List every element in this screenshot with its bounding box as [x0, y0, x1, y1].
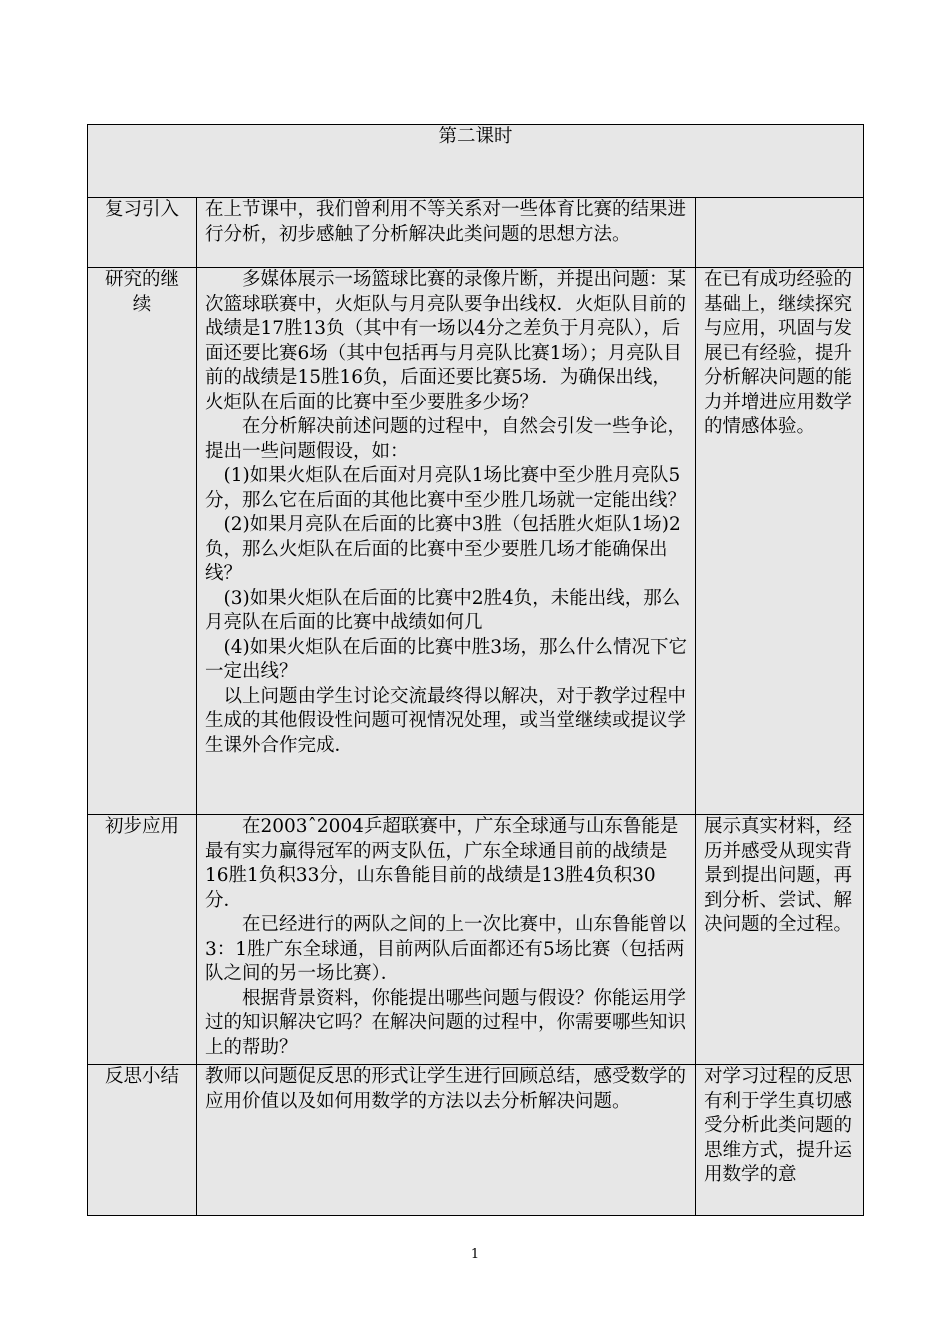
title-row: [88, 125, 864, 198]
content-paragraph: (2)如果月亮队在后面的比赛中3胜（包括胜火炬队1场)2负，那么火炬队在后面的比赛中至少要胜几场才能确保出线？: [205, 514, 681, 584]
content-paragraph: (1)如果火炬队在后面对月亮队1场比赛中至少胜月亮队5分，那么它在后面的其他比赛中至少胜几场就一定能出线？: [205, 465, 687, 511]
content-paragraph: 在上节课中，我们曾利用不等关系对一些体育比赛的结果进行分析，初步感触了分析解决此类问题的思想方法。: [205, 199, 687, 245]
content-paragraph: (3)如果火炬队在后面的比赛中2胜4负，未能出线，那么月亮队在后面的比赛中战绩如何几: [205, 587, 681, 633]
row-content: [197, 268, 696, 815]
table-row: [88, 815, 864, 1065]
table-row: [88, 1065, 864, 1216]
content-paragraph: 在分析解决前述问题的过程中，自然会引发一些争论，提出一些问题假设，如：: [205, 416, 687, 462]
row-note: [696, 198, 864, 268]
page-number: 1: [470, 1247, 480, 1262]
row-label: 研究的继续: [88, 268, 197, 815]
content-paragraph: 根据背景资料，你能提出哪些问题与假设？你能运用学过的知识解决它吗？在解决问题的过程中，你需要哪些知识上的帮助？: [205, 987, 687, 1058]
row-label: 反思小结: [88, 1065, 197, 1216]
row-label: 初步应用: [88, 815, 197, 1065]
table-row: [88, 268, 864, 815]
row-content: [197, 1065, 696, 1216]
row-content: [197, 815, 696, 1065]
table-title: 第二课时: [88, 125, 864, 198]
row-note: 对学习过程的反思有利于学生真切感受分析此类问题的思维方式，提升运用数学的意: [696, 1065, 864, 1216]
row-label: 复习引入: [88, 198, 197, 268]
content-paragraph: 教师以问题促反思的形式让学生进行回顾总结，感受数学的应用价值以及如何用数学的方法以去分析解决问题。: [205, 1066, 687, 1112]
content-paragraph: 在已经进行的两队之间的上一次比赛中，山东鲁能曾以3：1胜广东全球通，目前两队后面都还有5场比赛（包括两队之间的另一场比赛）．: [205, 914, 687, 984]
content-paragraph: 以上问题由学生讨论交流最终得以解决，对于教学过程中生成的其他假设性问题可视情况处理，或当堂继续或提议学生课外合作完成．: [205, 685, 687, 756]
content-paragraph: (4)如果火炬队在后面的比赛中胜3场，那么什么情况下它一定出线？: [205, 636, 687, 682]
lesson-plan-table: [87, 124, 864, 1216]
table-row: [88, 198, 864, 268]
row-note: 在已有成功经验的基础上，继续探究与应用，巩固与发展已有经验，提升分析解决问题的能力并增进应用数学的情感体验。: [696, 268, 864, 815]
content-paragraph: 在2003ˆ2004乒超联赛中，广东全球通与山东鲁能是最有实力赢得冠军的两支队伍，广东全球通目前的战绩是16胜1负积33分，山东鲁能目前的战绩是13胜4负积30分．: [205, 816, 679, 911]
row-content: [197, 198, 696, 268]
row-note: 展示真实材料，经历并感受从现实背景到提出问题，再到分析、尝试、解决问题的全过程。: [696, 815, 864, 1065]
content-paragraph: 多媒体展示一场篮球比赛的录像片断，并提出问题：某次篮球联赛中，火炬队与月亮队要争出线权．火炬队目前的战绩是17胜13负（其中有一场以4分之差负于月亮队），后面还要比赛6场（其中包括再与月亮队比赛1场）；月亮队目前的战绩是15胜16负，后面还要比赛5场．为确保出线，火炬队在后面的比赛中至少要胜多少场？: [205, 269, 687, 413]
